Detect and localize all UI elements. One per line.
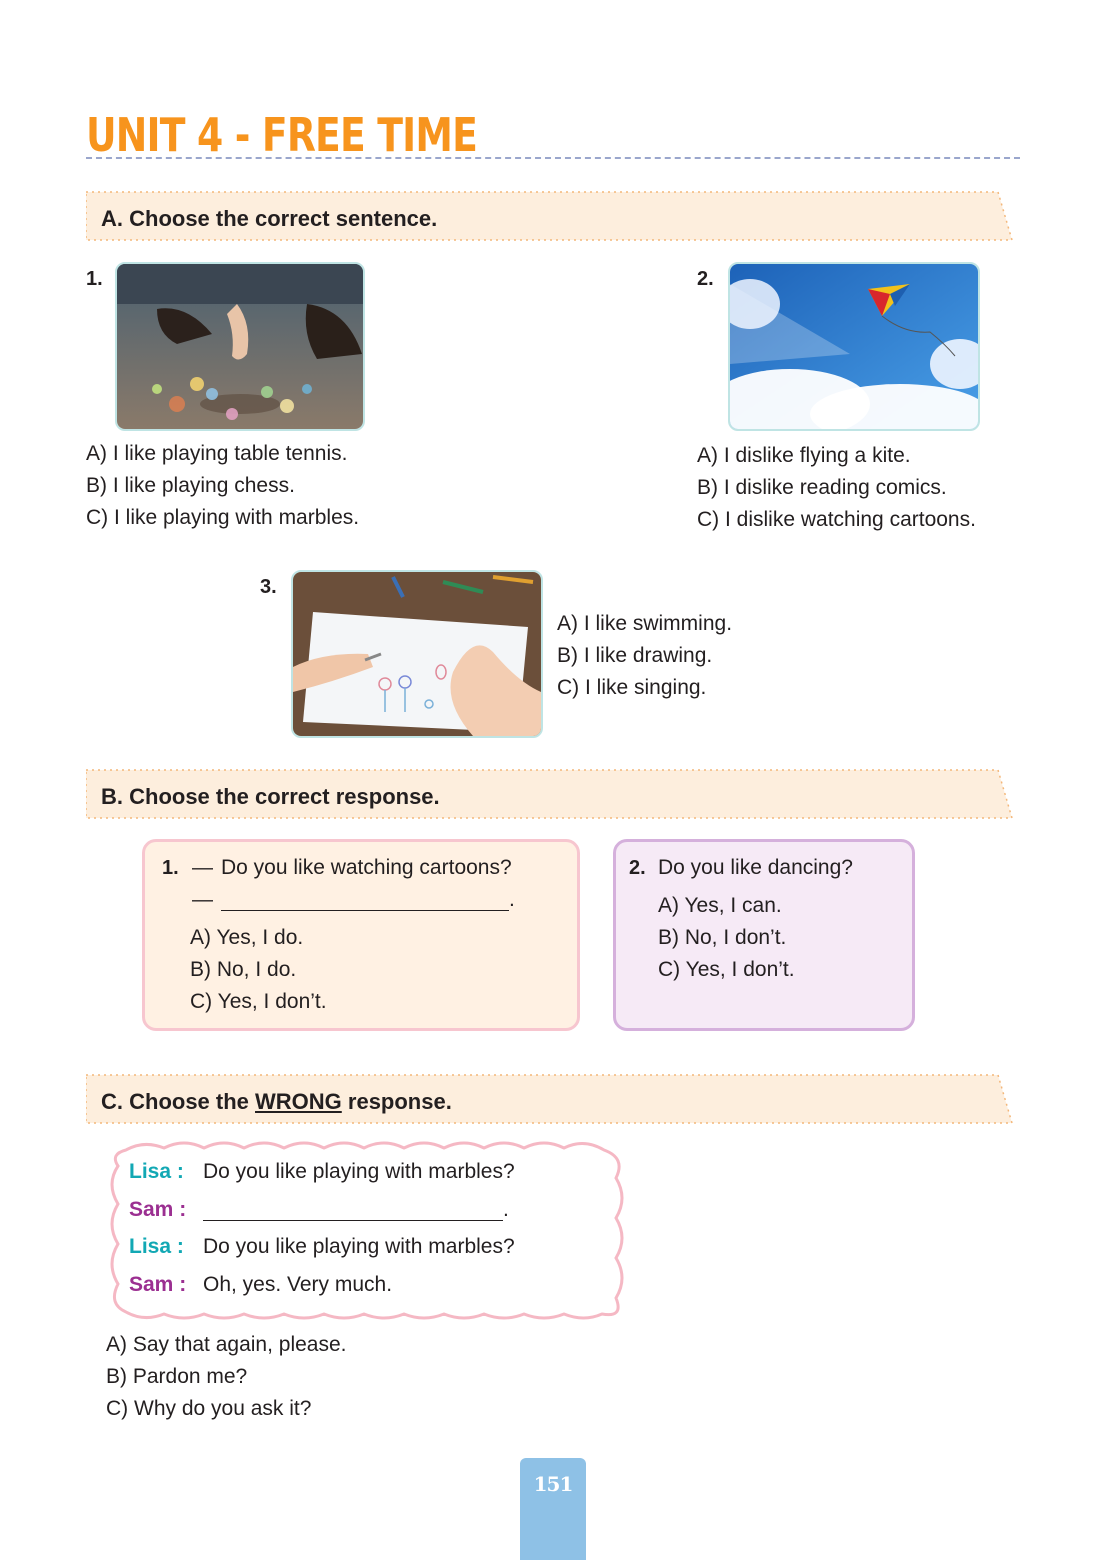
- dialogue-line: Oh, yes. Very much.: [203, 1273, 393, 1296]
- question-text: Do you like watching cartoons?: [221, 856, 512, 879]
- dialogue-line: Do you like playing with marbles?: [203, 1160, 515, 1183]
- option-a[interactable]: A) I like playing table tennis.: [86, 442, 348, 465]
- blank-period: .: [503, 1198, 509, 1221]
- drawing-photo: [291, 570, 543, 738]
- option-b[interactable]: B) I dislike reading comics.: [697, 476, 947, 499]
- heading-prefix: C. Choose the: [101, 1089, 256, 1114]
- speaker-lisa: Lisa :: [129, 1235, 184, 1258]
- option-b[interactable]: B) I like playing chess.: [86, 474, 295, 497]
- blank-period: .: [509, 888, 515, 911]
- option-b[interactable]: B) Pardon me?: [106, 1365, 248, 1388]
- option-a[interactable]: A) Yes, I do.: [190, 926, 304, 949]
- option-c[interactable]: C) Why do you ask it?: [106, 1397, 312, 1420]
- dialogue-dash: —: [192, 888, 213, 911]
- answer-blank[interactable]: [221, 890, 509, 911]
- option-a[interactable]: A) Say that again, please.: [106, 1333, 347, 1356]
- b2-options: [658, 890, 795, 986]
- heading-suffix: response.: [341, 1089, 452, 1114]
- option-c[interactable]: C) I like singing.: [557, 676, 707, 699]
- kite-photo: [728, 262, 980, 431]
- question-number: 2.: [629, 857, 646, 879]
- section-c-heading: [101, 1089, 452, 1115]
- option-b[interactable]: B) No, I don’t.: [658, 926, 787, 949]
- option-c[interactable]: C) I dislike watching cartoons.: [697, 508, 976, 531]
- option-c[interactable]: C) Yes, I don’t.: [658, 958, 795, 981]
- dialogue-line: Do you like playing with marbles?: [203, 1235, 515, 1258]
- marbles-photo: [115, 262, 365, 431]
- option-a[interactable]: A) I like swimming.: [557, 612, 733, 635]
- heading-emphasis: WRONG: [255, 1089, 342, 1114]
- option-a[interactable]: A) I dislike flying a kite.: [697, 444, 911, 467]
- dialogue-dash: —: [192, 856, 213, 879]
- q3-options: [557, 608, 732, 704]
- question-number: 1.: [162, 857, 179, 879]
- option-b[interactable]: B) No, I do.: [190, 958, 297, 981]
- section-a-heading: A. Choose the correct sentence.: [101, 206, 438, 231]
- title-divider: [86, 157, 1020, 159]
- option-a[interactable]: A) Yes, I can.: [658, 894, 782, 917]
- speaker-sam: Sam :: [129, 1198, 187, 1221]
- question-number: 1.: [86, 268, 103, 290]
- c-options: [106, 1329, 347, 1425]
- answer-blank[interactable]: [203, 1200, 503, 1221]
- question-number: 2.: [697, 268, 714, 290]
- question-number: 3.: [260, 576, 277, 598]
- page-title: UNIT 4 - FREE TIME: [86, 108, 478, 162]
- option-c[interactable]: C) Yes, I don’t.: [190, 990, 327, 1013]
- b1-options: [190, 922, 327, 1018]
- q2-options: [697, 440, 976, 536]
- question-text: Do you like dancing?: [658, 856, 853, 879]
- speaker-sam: Sam :: [129, 1273, 187, 1296]
- section-b-heading: B. Choose the correct response.: [101, 784, 440, 809]
- q1-options: [86, 438, 359, 534]
- option-c[interactable]: C) I like playing with marbles.: [86, 506, 360, 529]
- speaker-lisa: Lisa :: [129, 1160, 184, 1183]
- page-number: 151: [533, 1472, 573, 1496]
- option-b[interactable]: B) I like drawing.: [557, 644, 713, 667]
